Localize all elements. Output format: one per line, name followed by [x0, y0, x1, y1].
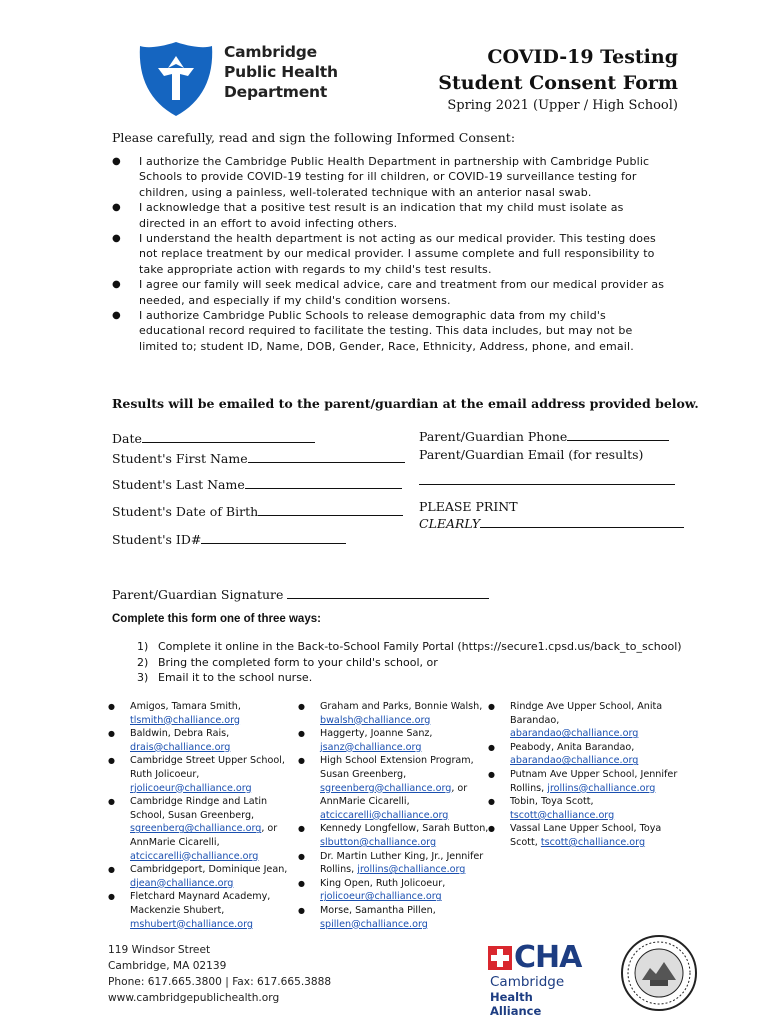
- contact-item: [108, 863, 290, 890]
- footer-address: [108, 942, 331, 1006]
- dob-field[interactable]: [112, 503, 403, 519]
- guardian-email-label: Parent/Guardian Email (for results): [419, 447, 644, 462]
- contact-item: [298, 700, 490, 727]
- consent-intro: Please carefully, read and sign the following Informed Consent:: [112, 130, 516, 145]
- contact-text: Rindge Ave Upper School, Anita Barandao,: [510, 701, 663, 726]
- contact-item: [108, 727, 290, 754]
- ways-text: Email it to the school nurse.: [158, 671, 313, 684]
- form-subtitle: Spring 2021 (Upper / High School): [447, 98, 678, 113]
- consent-item: ● I agree our family will seek medical advice, care and treatment from our medical provider as needed, and especially if my child's condition worsens.: [112, 277, 672, 308]
- contact-item: [488, 700, 682, 741]
- contact-text: Cambridge Rindge and Latin School, Susan Greenberg,: [130, 796, 268, 821]
- contact-item: [298, 754, 490, 822]
- contact-item: [298, 727, 490, 754]
- contact-email-link[interactable]: tlsmith@challiance.org: [130, 714, 241, 726]
- contact-email-link[interactable]: jrollins@challiance.org: [357, 864, 466, 876]
- contact-email-link[interactable]: drais@challiance.org: [130, 741, 231, 753]
- contact-item: [108, 890, 290, 931]
- contact-email-link[interactable]: rjolicoeur@challiance.org: [320, 891, 442, 903]
- org-name-line: Public Health: [224, 63, 338, 81]
- cphd-shield-logo: [136, 38, 216, 118]
- ways-item: [112, 670, 682, 686]
- footer-phone: Phone: 617.665.3800 | Fax: 617.665.3888: [108, 976, 332, 988]
- form-title-line: Student Consent Form: [438, 72, 678, 94]
- contact-email-link[interactable]: tscott@challiance.org: [540, 836, 646, 848]
- cha-subtitle: Cambridge: [490, 974, 565, 990]
- last-name-field[interactable]: [112, 476, 402, 492]
- contact-item: [298, 850, 490, 877]
- contact-email-link[interactable]: sgreenberg@challiance.org: [130, 823, 262, 835]
- signature-label: Parent/Guardian Signature: [112, 587, 284, 602]
- ways-text: Complete it online in the Back-to-School Family Portal (https://secure1.cpsd.us/back_to_school): [158, 640, 682, 653]
- contacts-col-1: [108, 700, 290, 931]
- contact-text: Tobin, Toya Scott,: [510, 796, 594, 808]
- ways-num: 3): [137, 671, 149, 684]
- signature-line[interactable]: [287, 586, 489, 599]
- consent-item: ● I understand the health department is not acting as our medical provider. This testing does not replace treatment by our medical provider. I assume complete and full responsibility to take appropriate action with regards to my child's test results.: [112, 231, 672, 277]
- ways-item: [112, 655, 682, 671]
- cha-cross-icon: [488, 946, 512, 970]
- please-print-label: PLEASE PRINT: [419, 499, 518, 514]
- city-seal-icon: [620, 934, 698, 1012]
- guardian-phone-line[interactable]: [567, 428, 669, 441]
- contact-email-link[interactable]: slbutton@challiance.org: [320, 836, 437, 848]
- date-field[interactable]: [112, 430, 315, 446]
- org-name-line: Department: [224, 83, 328, 101]
- contact-email-link[interactable]: abarandao@challiance.org: [510, 755, 639, 767]
- signature-field[interactable]: [112, 586, 489, 602]
- contact-text: Putnam Ave Upper School, Jennifer Rollins,: [510, 768, 678, 794]
- contact-text: Amigos, Tamara Smith,: [130, 701, 241, 712]
- student-id-line[interactable]: [201, 531, 346, 544]
- contact-text: , or AnnMarie Cicarelli,: [320, 782, 468, 808]
- contact-email-link[interactable]: mshubert@challiance.org: [130, 918, 253, 930]
- contact-text: Peabody, Anita Barandao,: [510, 741, 635, 753]
- contact-email-link[interactable]: djean@challiance.org: [130, 877, 234, 889]
- footer-street: 119 Windsor Street: [108, 944, 211, 956]
- contact-email-link[interactable]: atciccarelli@challiance.org: [320, 809, 449, 821]
- student-id-field[interactable]: [112, 531, 346, 547]
- ways-title: Complete this form one of three ways:: [112, 613, 321, 625]
- last-name-label: Student's Last Name: [112, 477, 245, 492]
- contact-text: High School Extension Program, Susan Greenberg,: [320, 755, 474, 780]
- cha-wordmark: CHA: [514, 940, 582, 975]
- last-name-line[interactable]: [245, 476, 402, 489]
- contact-text: , or AnnMarie Cicarelli,: [130, 823, 278, 848]
- clearly-field[interactable]: [419, 515, 684, 531]
- ways-text: Bring the completed form to your child's school, or: [158, 655, 438, 669]
- ways-num: 1): [137, 640, 149, 653]
- contact-email-link[interactable]: tscott@challiance.org: [510, 809, 615, 821]
- guardian-phone-label: Parent/Guardian Phone: [419, 429, 568, 444]
- results-note: Results will be emailed to the parent/guardian at the email address provided below.: [112, 396, 699, 411]
- ways-list: [112, 639, 682, 686]
- consent-list: [112, 154, 672, 354]
- contact-item: [298, 877, 490, 904]
- contact-text: Fletchard Maynard Academy, Mackenzie Shubert,: [130, 891, 271, 916]
- footer-web[interactable]: www.cambridgepublichealth.org: [108, 992, 280, 1004]
- first-name-line[interactable]: [248, 450, 405, 463]
- org-name: [224, 42, 338, 102]
- dob-label: Student's Date of Birth: [112, 504, 259, 519]
- first-name-label: Student's First Name: [112, 451, 248, 466]
- contact-text: Graham and Parks, Bonnie Walsh,: [320, 701, 483, 712]
- contact-item: [298, 904, 490, 931]
- footer-city: Cambridge, MA 02139: [108, 960, 227, 972]
- clearly-label: CLEARLY: [419, 516, 481, 531]
- contact-email-link[interactable]: rjolicoeur@challiance.org: [130, 782, 252, 794]
- contact-email-link[interactable]: spillen@challiance.org: [320, 918, 428, 930]
- contact-text: Kennedy Longfellow, Sarah Button,: [320, 823, 489, 835]
- org-name-line: Cambridge: [224, 43, 317, 61]
- contact-item: [488, 741, 682, 768]
- contact-item: [108, 700, 290, 727]
- ways-num: 2): [137, 655, 149, 669]
- contact-text: Cambridgeport, Dominique Jean,: [130, 864, 288, 876]
- first-name-field[interactable]: [112, 450, 405, 466]
- contact-email-link[interactable]: jsanz@challiance.org: [320, 741, 422, 753]
- contact-item: [298, 822, 490, 849]
- contacts-col-3: [488, 700, 682, 850]
- contact-text: Cambridge Street Upper School, Ruth Jolicoeur,: [130, 755, 285, 780]
- clearly-line[interactable]: [480, 515, 684, 528]
- contact-text: Vassal Lane Upper School, Toya Scott,: [510, 823, 662, 848]
- contact-text: Morse, Samantha Pillen,: [320, 904, 436, 916]
- contact-item: [488, 768, 682, 795]
- date-label: Date: [112, 431, 142, 446]
- guardian-email-line[interactable]: [419, 472, 675, 485]
- contact-item: [108, 795, 290, 863]
- student-id-label: Student's ID#: [112, 532, 202, 547]
- contact-item: [108, 754, 290, 795]
- cha-subtitle: Health Alliance: [490, 990, 542, 1018]
- ways-item: [112, 639, 682, 655]
- contact-email-link[interactable]: atciccarelli@challiance.org: [130, 850, 259, 862]
- contact-item: [488, 795, 682, 822]
- cha-logo: [488, 940, 584, 1018]
- form-title-line: COVID-19 Testing: [487, 46, 678, 68]
- contact-text: Haggerty, Joanne Sanz,: [320, 728, 433, 740]
- consent-item: ● I authorize the Cambridge Public Health Department in partnership with Cambridge Public Schools to provide COVID-19 testing for ill children, or COVID-19 surveillance testing for children, using a painless, well-tolerated technique with an anterior nasal swab.: [112, 154, 672, 200]
- consent-item: ● I acknowledge that a positive test result is an indication that my child must isolate as directed in an effort to avoid infecting others.: [112, 200, 672, 231]
- dob-line[interactable]: [258, 503, 403, 516]
- contact-text: Baldwin, Debra Rais,: [130, 728, 230, 740]
- form-title: [438, 44, 678, 96]
- contact-email-link[interactable]: sgreenberg@challiance.org: [320, 782, 452, 794]
- contact-email-link[interactable]: bwalsh@challiance.org: [320, 714, 431, 726]
- consent-item: ● I authorize Cambridge Public Schools to release demographic data from my child's educational record required to facilitate the testing. This data includes, but may not be limited to; student ID, Name, DOB, Gender, Race, Ethnicity, Address, phone, and email.: [112, 308, 672, 354]
- contacts-col-2: [298, 700, 490, 931]
- guardian-phone-field[interactable]: [419, 428, 669, 444]
- contact-text: King Open, Ruth Jolicoeur,: [320, 877, 446, 889]
- contact-text: Dr. Martin Luther King, Jr., Jennifer Rollins,: [320, 850, 484, 876]
- date-line[interactable]: [142, 430, 315, 443]
- contact-item: [488, 822, 682, 849]
- contact-email-link[interactable]: jrollins@challiance.org: [547, 782, 656, 794]
- contact-email-link[interactable]: abarandao@challiance.org: [510, 728, 639, 740]
